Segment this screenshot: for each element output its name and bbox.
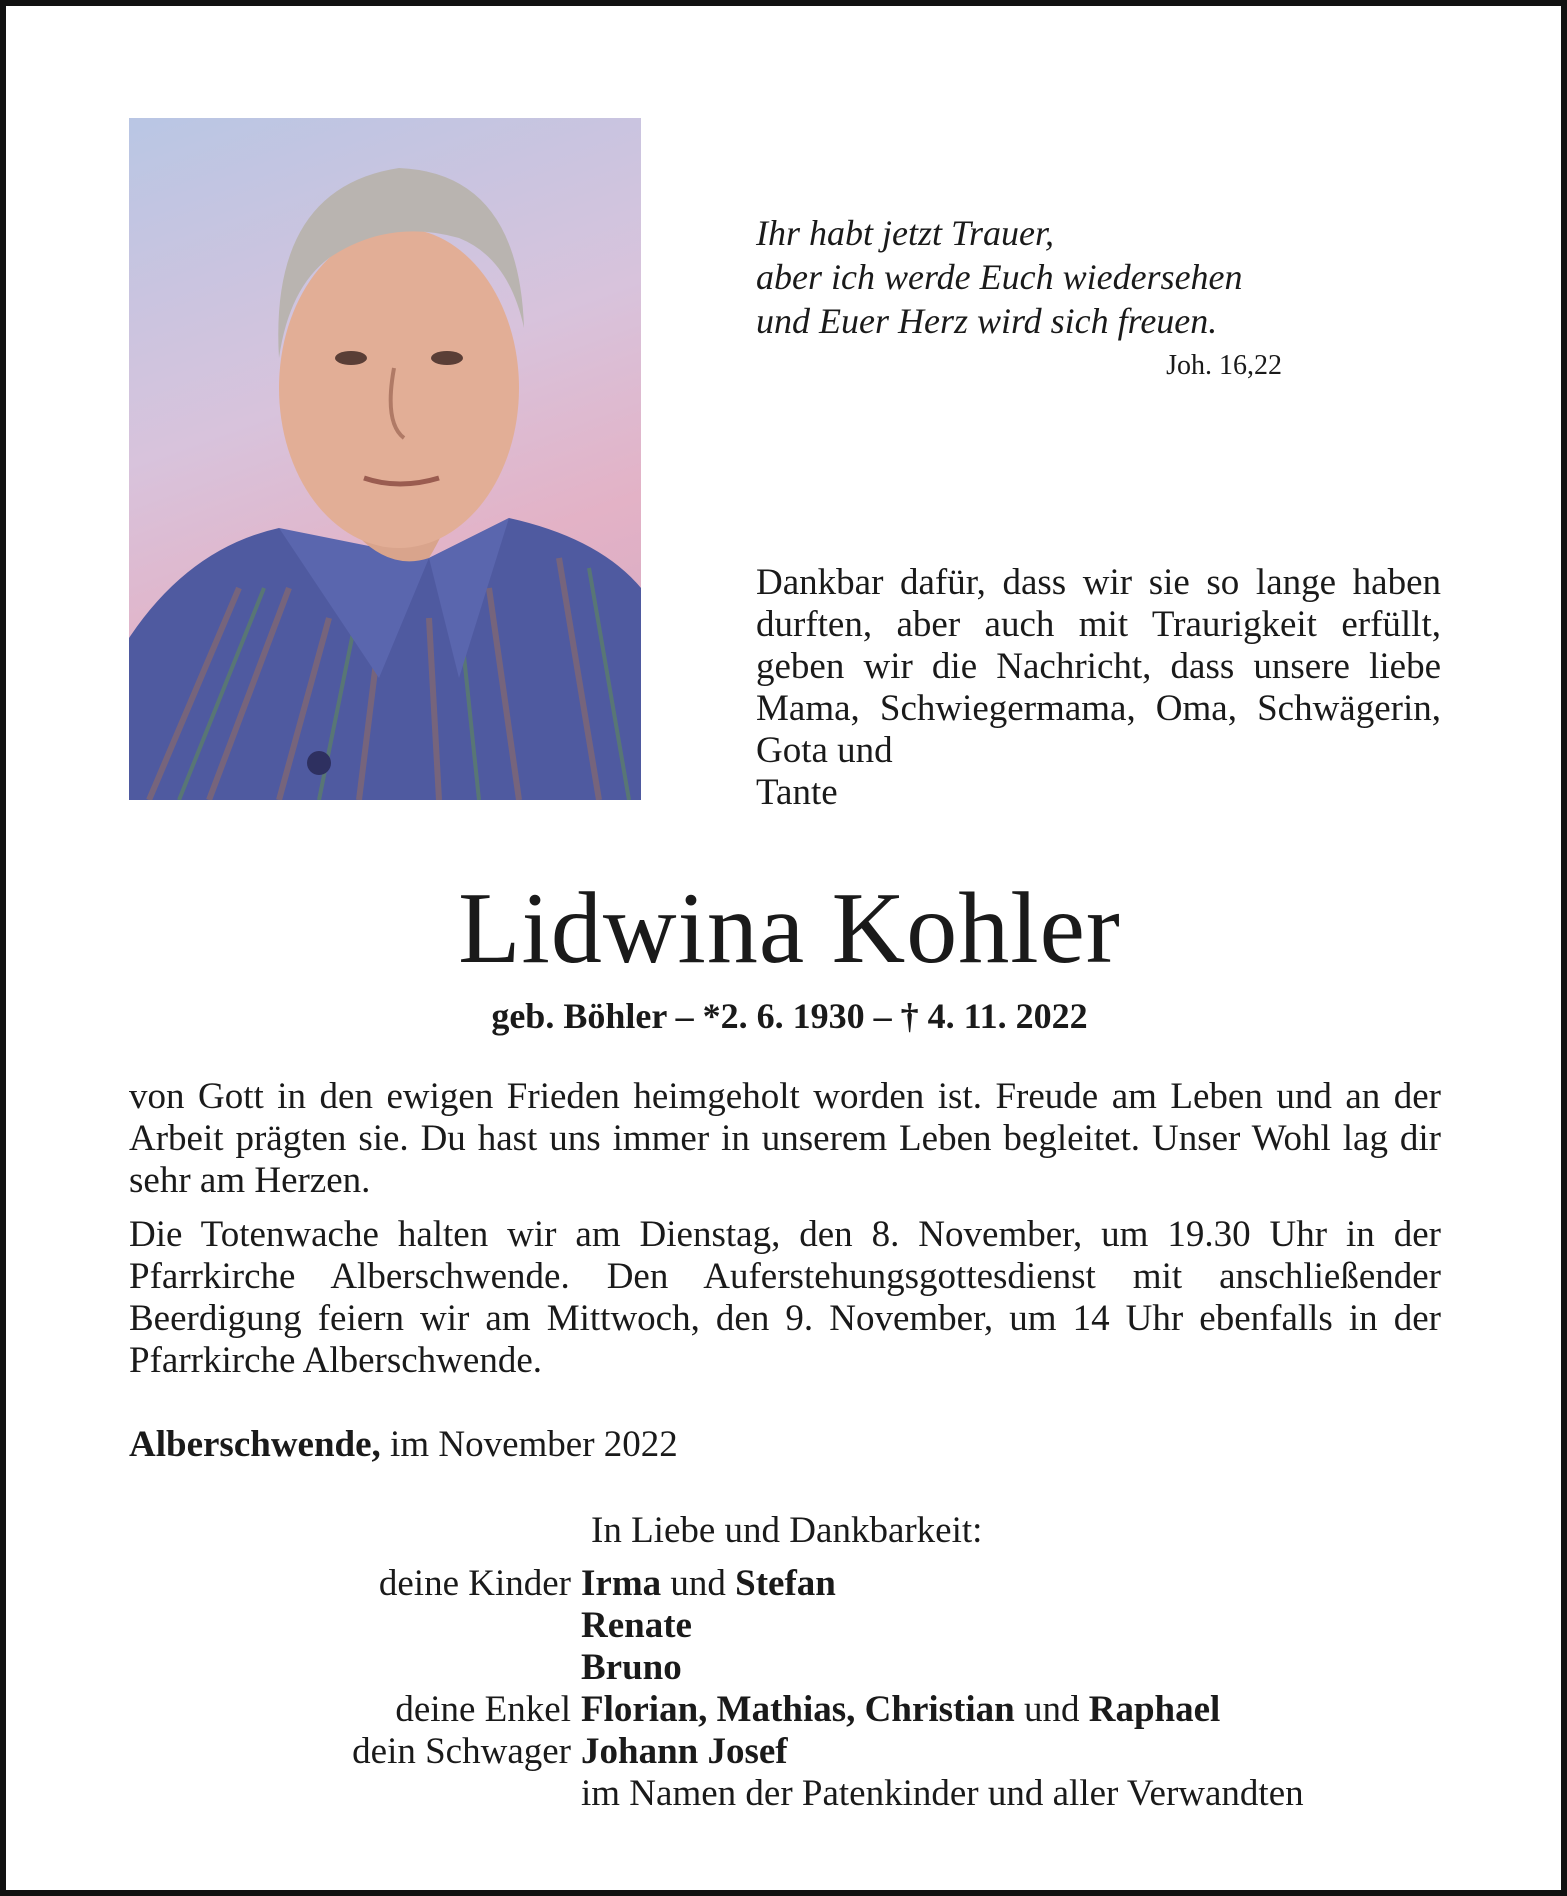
intro-text: Dankbar dafür, dass wir sie so lange haben durften, aber auch mit Traurigkeit erfüllt, geben wir die Nachricht, dass unsere liebe Mama, Schwiegermama, Oma, Schwägerin, Gota und — [756, 562, 1441, 771]
family-row — [236, 1773, 1486, 1815]
family-row — [236, 1731, 1486, 1773]
family-member: Stefan — [735, 1563, 836, 1604]
quote-line: Ihr habt jetzt Trauer, — [756, 213, 1055, 253]
family-row — [236, 1605, 1486, 1647]
place-town: Alberschwende, — [129, 1424, 381, 1465]
signoff: In Liebe und Dankbarkeit: — [591, 1510, 983, 1551]
life-dates — [6, 994, 1567, 1038]
intro-last-word: Tante — [756, 772, 838, 813]
family-member: Johann Josef — [581, 1731, 788, 1772]
intro-paragraph — [756, 562, 1441, 814]
quote-line: aber ich werde Euch wiedersehen — [756, 257, 1243, 297]
family-names — [581, 1563, 1486, 1605]
separator: – — [666, 996, 703, 1036]
bible-quote — [756, 211, 1316, 343]
deceased-name: Lidwina Kohler — [458, 872, 1121, 985]
funeral-details: Die Totenwache halten wir am Dienstag, den 8. November, um 19.30 Uhr in der Pfarrkirche Alberschwende. Den Auferstehungsgottesdienst mit anschließender Beerdigung feiern wir am Mittwoch, den 9. November, um 14 Uhr ebenfalls in der Pfarrkirche Alberschwende. — [129, 1214, 1441, 1381]
place-date — [129, 1424, 678, 1466]
conjunction: und — [1014, 1689, 1089, 1730]
family-names — [581, 1731, 1486, 1773]
family-names — [581, 1647, 1486, 1689]
separator: – — [864, 996, 901, 1036]
family-closing: im Namen der Patenkinder und aller Verwandten — [581, 1773, 1304, 1814]
family-label: deine Enkel — [395, 1689, 571, 1730]
quote-reference: Joh. 16,22 — [1166, 350, 1282, 381]
family-row — [236, 1563, 1486, 1605]
family-label: dein Schwager — [352, 1731, 571, 1772]
family-row — [236, 1689, 1486, 1731]
birth-name: geb. Böhler — [491, 996, 667, 1036]
quote-line: und Euer Herz wird sich freuen. — [756, 301, 1218, 341]
death-date: † 4. 11. 2022 — [900, 996, 1088, 1036]
family-member: Bruno — [581, 1647, 682, 1688]
place-month: im November 2022 — [380, 1424, 678, 1465]
family-names — [581, 1605, 1486, 1647]
conjunction: und — [661, 1563, 736, 1604]
family-member: Irma — [581, 1563, 662, 1604]
family-member: Raphael — [1088, 1689, 1221, 1730]
obituary-body — [129, 1076, 1441, 1394]
family-row — [236, 1647, 1486, 1689]
family-list — [236, 1563, 1486, 1815]
family-member: Renate — [581, 1605, 692, 1646]
family-names — [581, 1689, 1486, 1731]
birth-date: *2. 6. 1930 — [702, 996, 865, 1036]
body-paragraph: von Gott in den ewigen Frieden heimgeholt worden ist. Freude am Leben und an der Arbeit prägten sie. Du hast uns immer in unserem Leben begleitet. Unser Wohl lag dir sehr am Herzen. — [129, 1076, 1441, 1201]
family-label: deine Kinder — [378, 1563, 571, 1604]
family-member: Florian, Mathias, Christian — [581, 1689, 1015, 1730]
portrait-photo — [129, 118, 641, 800]
